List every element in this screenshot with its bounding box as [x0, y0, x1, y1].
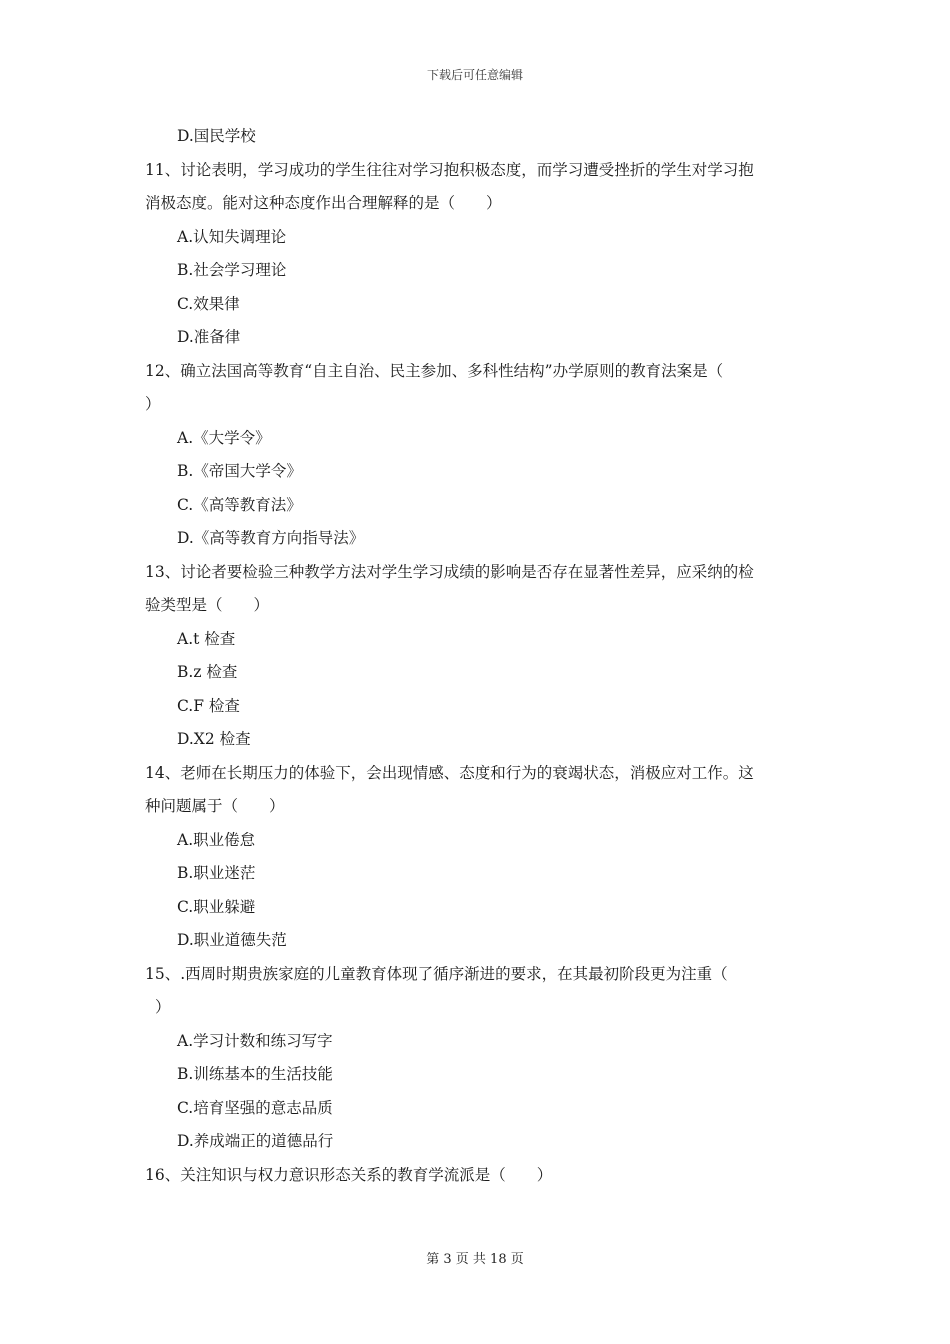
question-text: 11、讨论表明，学习成功的学生往往对学习抱积极态度，而学习遭受挫折的学生对学习抱	[145, 160, 754, 179]
answer-option: D.准备律	[177, 328, 241, 346]
answer-option: D.《高等教育方向指导法》	[177, 529, 365, 547]
answer-option: D.养成端正的道德品行	[177, 1132, 334, 1150]
page-header: 下载后可任意编辑	[426, 68, 523, 82]
answer-option: B.社会学习理论	[177, 261, 287, 279]
question-continuation: 种问题属于（ ）	[145, 797, 285, 815]
question-continuation: 验类型是（ ）	[145, 596, 270, 614]
answer-option: D.国民学校	[177, 127, 256, 145]
answer-option: B.职业迷茫	[177, 864, 256, 882]
page-footer: 第 3 页 共 18 页	[426, 1252, 524, 1267]
answer-option: A.学习计数和练习写字	[177, 1031, 333, 1050]
question-text: 12、确立法国高等教育“自主自治、民主参加、多科性结构”办学原则的教育法案是（	[145, 361, 724, 380]
answer-option: C.F 检查	[177, 696, 240, 715]
question-continuation: 消极态度。能对这种态度作出合理解释的是（ ）	[145, 194, 502, 212]
answer-option: B.训练基本的生活技能	[177, 1065, 333, 1083]
answer-option: C.培育坚强的意志品质	[177, 1098, 333, 1117]
answer-option: A.认知失调理论	[177, 227, 287, 246]
answer-option: D.职业道德失范	[177, 931, 287, 949]
question-text: 14、老师在长期压力的体验下，会出现情感、态度和行为的衰竭状态，消极应对工作。这	[145, 763, 754, 782]
answer-option: A.t 检查	[177, 629, 236, 648]
question-continuation: ）	[145, 395, 161, 413]
question-continuation: ）	[155, 998, 171, 1016]
answer-option: D.X2 检查	[177, 730, 251, 748]
answer-option: A.职业倦怠	[177, 830, 256, 849]
question-text: 15、.西周时期贵族家庭的儿童教育体现了循序渐进的要求，在其最初阶段更为注重（	[145, 964, 728, 983]
answer-option: C.职业躲避	[177, 897, 256, 916]
answer-option: C.效果律	[177, 294, 240, 313]
answer-option: C.《高等教育法》	[177, 495, 302, 514]
question-text: 16、关注知识与权力意识形态关系的教育学流派是（ ）	[145, 1165, 553, 1184]
question-content	[145, 120, 815, 1192]
answer-option: A.《大学令》	[177, 428, 271, 447]
question-text: 13、讨论者要检验三种教学方法对学生学习成绩的影响是否存在显著性差异，应采纳的检	[145, 562, 754, 581]
answer-option: B.z 检查	[177, 663, 238, 681]
answer-option: B.《帝国大学令》	[177, 462, 302, 480]
